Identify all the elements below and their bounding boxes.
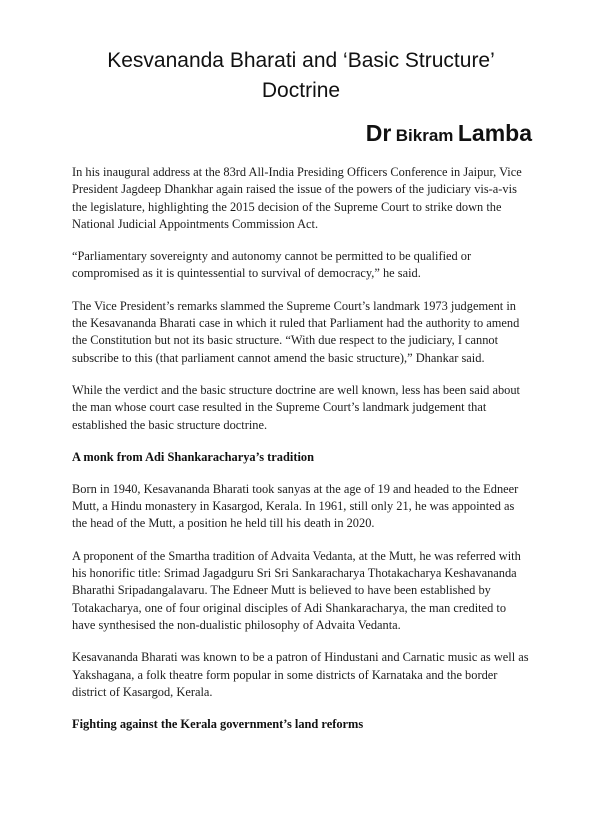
paragraph: The Vice President’s remarks slammed the Supreme Court’s landmark 1973 judgement in the Kesavananda Bharati case in which it ruled that Parliament had the authority to amend the Constitution but not its basic structure. “With due respect to the judiciary, I cannot subscribe to this (that parliament cannot amend the basic structure),” Dhankar said. (72, 298, 520, 365)
section-heading: Fighting against the Kerala government’s land reforms (72, 717, 364, 732)
author-prefix: Dr (365, 120, 392, 146)
document-page (0, 46, 600, 822)
paragraph: A proponent of the Smartha tradition of Advaita Vedanta, at the Mutt, he was referred with his honorific title: Srimad Jagadguru Sri Sri Sankaracharya Thotakacharya Keshavananda Bharathi Sripadangalavaru. The Edneer Mutt is believed to have been established by Totakacharya, one of four original disciples of Adi Shankaracharya, the man credited to have synthesised the non-dualistic philosophy of Advaita Vedanta. (72, 548, 521, 632)
author-last-name: Lamba (457, 120, 532, 146)
section-heading: A monk from Adi Shankaracharya’s tradition (72, 449, 314, 464)
author-first-name: Bikram (395, 126, 454, 145)
author-byline (72, 118, 532, 152)
paragraph: Kesavananda Bharati was known to be a patron of Hindustani and Carnatic music as well as Yakshagana, a folk theatre form popular in some districts of Karnataka and the border district of Kasargod, Kerala. (72, 650, 529, 699)
document-title: Kesvananda Bharati and ‘Basic Structure’ Doctrine (107, 49, 495, 102)
document-body (72, 164, 530, 733)
paragraph: In his inaugural address at the 83rd All-India Presiding Officers Conference in Jaipur, Vice President Jagdeep Dhankhar again raised the issue of the powers of the judiciary vis-a-vis the legislature, highlighting the 2015 decision of the Supreme Court to strike down the National Judicial Appointments Commission Act. (72, 165, 522, 231)
paragraph: While the verdict and the basic structure doctrine are well known, less has been said about the man whose court case resulted in the Supreme Court’s landmark judgement that established the basic structure doctrine. (72, 382, 520, 432)
paragraph: Born in 1940, Kesavananda Bharati took sanyas at the age of 19 and headed to the Edneer Mutt, a Hindu monastery in Kasargod, Kerala. In 1961, still only 21, he was appointed as the head of the Mutt, a position he held till his death in 2020. (72, 481, 519, 531)
paragraph: “Parliamentary sovereignty and autonomy cannot be permitted to be qualified or compromised as it is quintessential to survival of democracy,” he said. (72, 249, 472, 281)
